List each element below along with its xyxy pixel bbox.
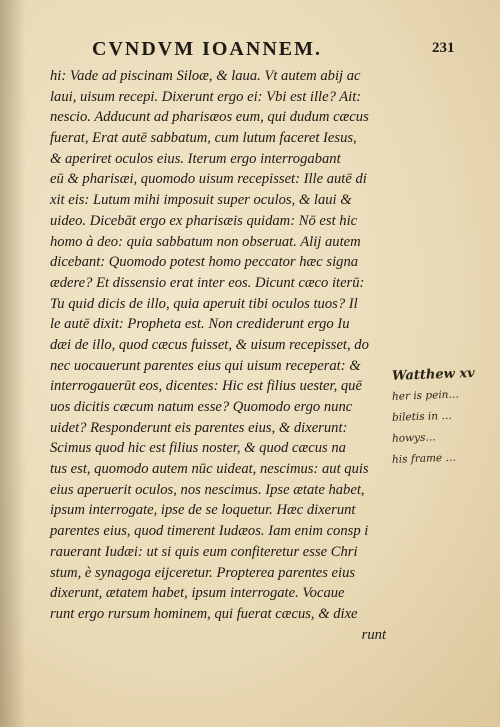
text-line: Tu quid dicis de illo, quia aperuit tibi oculos tuos? Il (50, 295, 358, 312)
text-line: stum, è synagoga eijceretur. Propterea parentes eius (50, 564, 356, 581)
text-line: uidet? Responderunt eis parentes eius, & dixerunt: (50, 419, 348, 436)
text-line: xit eis: Lutum mihi imposuit super oculos, & laui & (50, 192, 352, 209)
text-line: eū & pharisæi, quomodo uisum recepisset: Ille autē di (50, 171, 367, 188)
text-line: rauerant Iudæi: ut si quis eum confiteretur esse Chri (50, 543, 358, 560)
body-text (50, 66, 390, 645)
handwritten-marginalia (392, 364, 498, 469)
text-line: uos dicitis cæcum natum esse? Quomodo ergo nunc (50, 399, 353, 415)
text-line: dicebant: Quomodo potest homo peccator hæc signa (50, 254, 359, 271)
text-line: & aperiret oculos eius. Iterum ergo interrogabant (50, 150, 341, 167)
marginal-note: biletis in … (391, 409, 453, 424)
running-head: CVNDVM IOANNEM. (92, 38, 322, 60)
text-line: runt ergo rursum hominem, qui fuerat cæcus, & dixe (50, 605, 358, 622)
text-line: eius aperuerit oculos, nos nescimus. Ipse ætate habet, (50, 481, 365, 498)
text-line: uideo. Dicebāt ergo ex pharisæis quidam: Nō est hic (50, 212, 358, 229)
text-line: dæi de illo, quod cæcus fuisset, & uisum recepisset, do (50, 336, 369, 353)
text-line: nescio. Adducunt ad pharisæos eum, qui dudum cæcus (50, 109, 369, 126)
text-line: ædere? Et dissensio erat inter eos. Dicunt cæco iterū: (50, 274, 365, 291)
text-line: le autē dixit: Propheta est. Non crediderunt ergo Iu (50, 316, 350, 333)
marginal-note: Watthew xv (391, 365, 475, 384)
text-line: homo à deo: quia sabbatum non obseruat. Alij autem (50, 233, 361, 250)
text-line: parentes eius, quod timerent Iudæos. Iam enim consp i (50, 523, 369, 540)
spine-shadow (0, 0, 26, 727)
text-line: tus est, quomodo autem nūc uideat, nescimus: aut quis (50, 461, 369, 478)
text-line: laui, uisum recepi. Dixerunt ergo ei: Vbi est ille? Ait: (50, 88, 362, 105)
folio-number: 231 (432, 40, 455, 56)
marginal-note: howys… (391, 431, 437, 445)
text-line: nec uocauerunt parentes eius qui uisum receperat: & (50, 357, 361, 374)
text-line: Scimus quod hic est filius noster, & quod cæcus na (50, 440, 346, 457)
text-line: interrogauerūt eos, dicentes: Hic est filius uester, quē (50, 378, 362, 395)
text-line: fuerat, Erat autē sabbatum, cum lutum faceret Iesus, (50, 130, 357, 147)
marginal-note: her is pein… (391, 388, 460, 403)
marginal-note: his frame … (391, 451, 457, 466)
catchword: runt (361, 626, 386, 643)
text-line: dixerunt, ætatem habet, ipsum interrogate. Vocaue (50, 585, 345, 602)
text-line: ipsum interrogate, ipse de se loquetur. Hæc dixerunt (50, 502, 356, 519)
text-line: hi: Vade ad piscinam Siloæ, & laua. Vt autem abij ac (50, 68, 361, 84)
